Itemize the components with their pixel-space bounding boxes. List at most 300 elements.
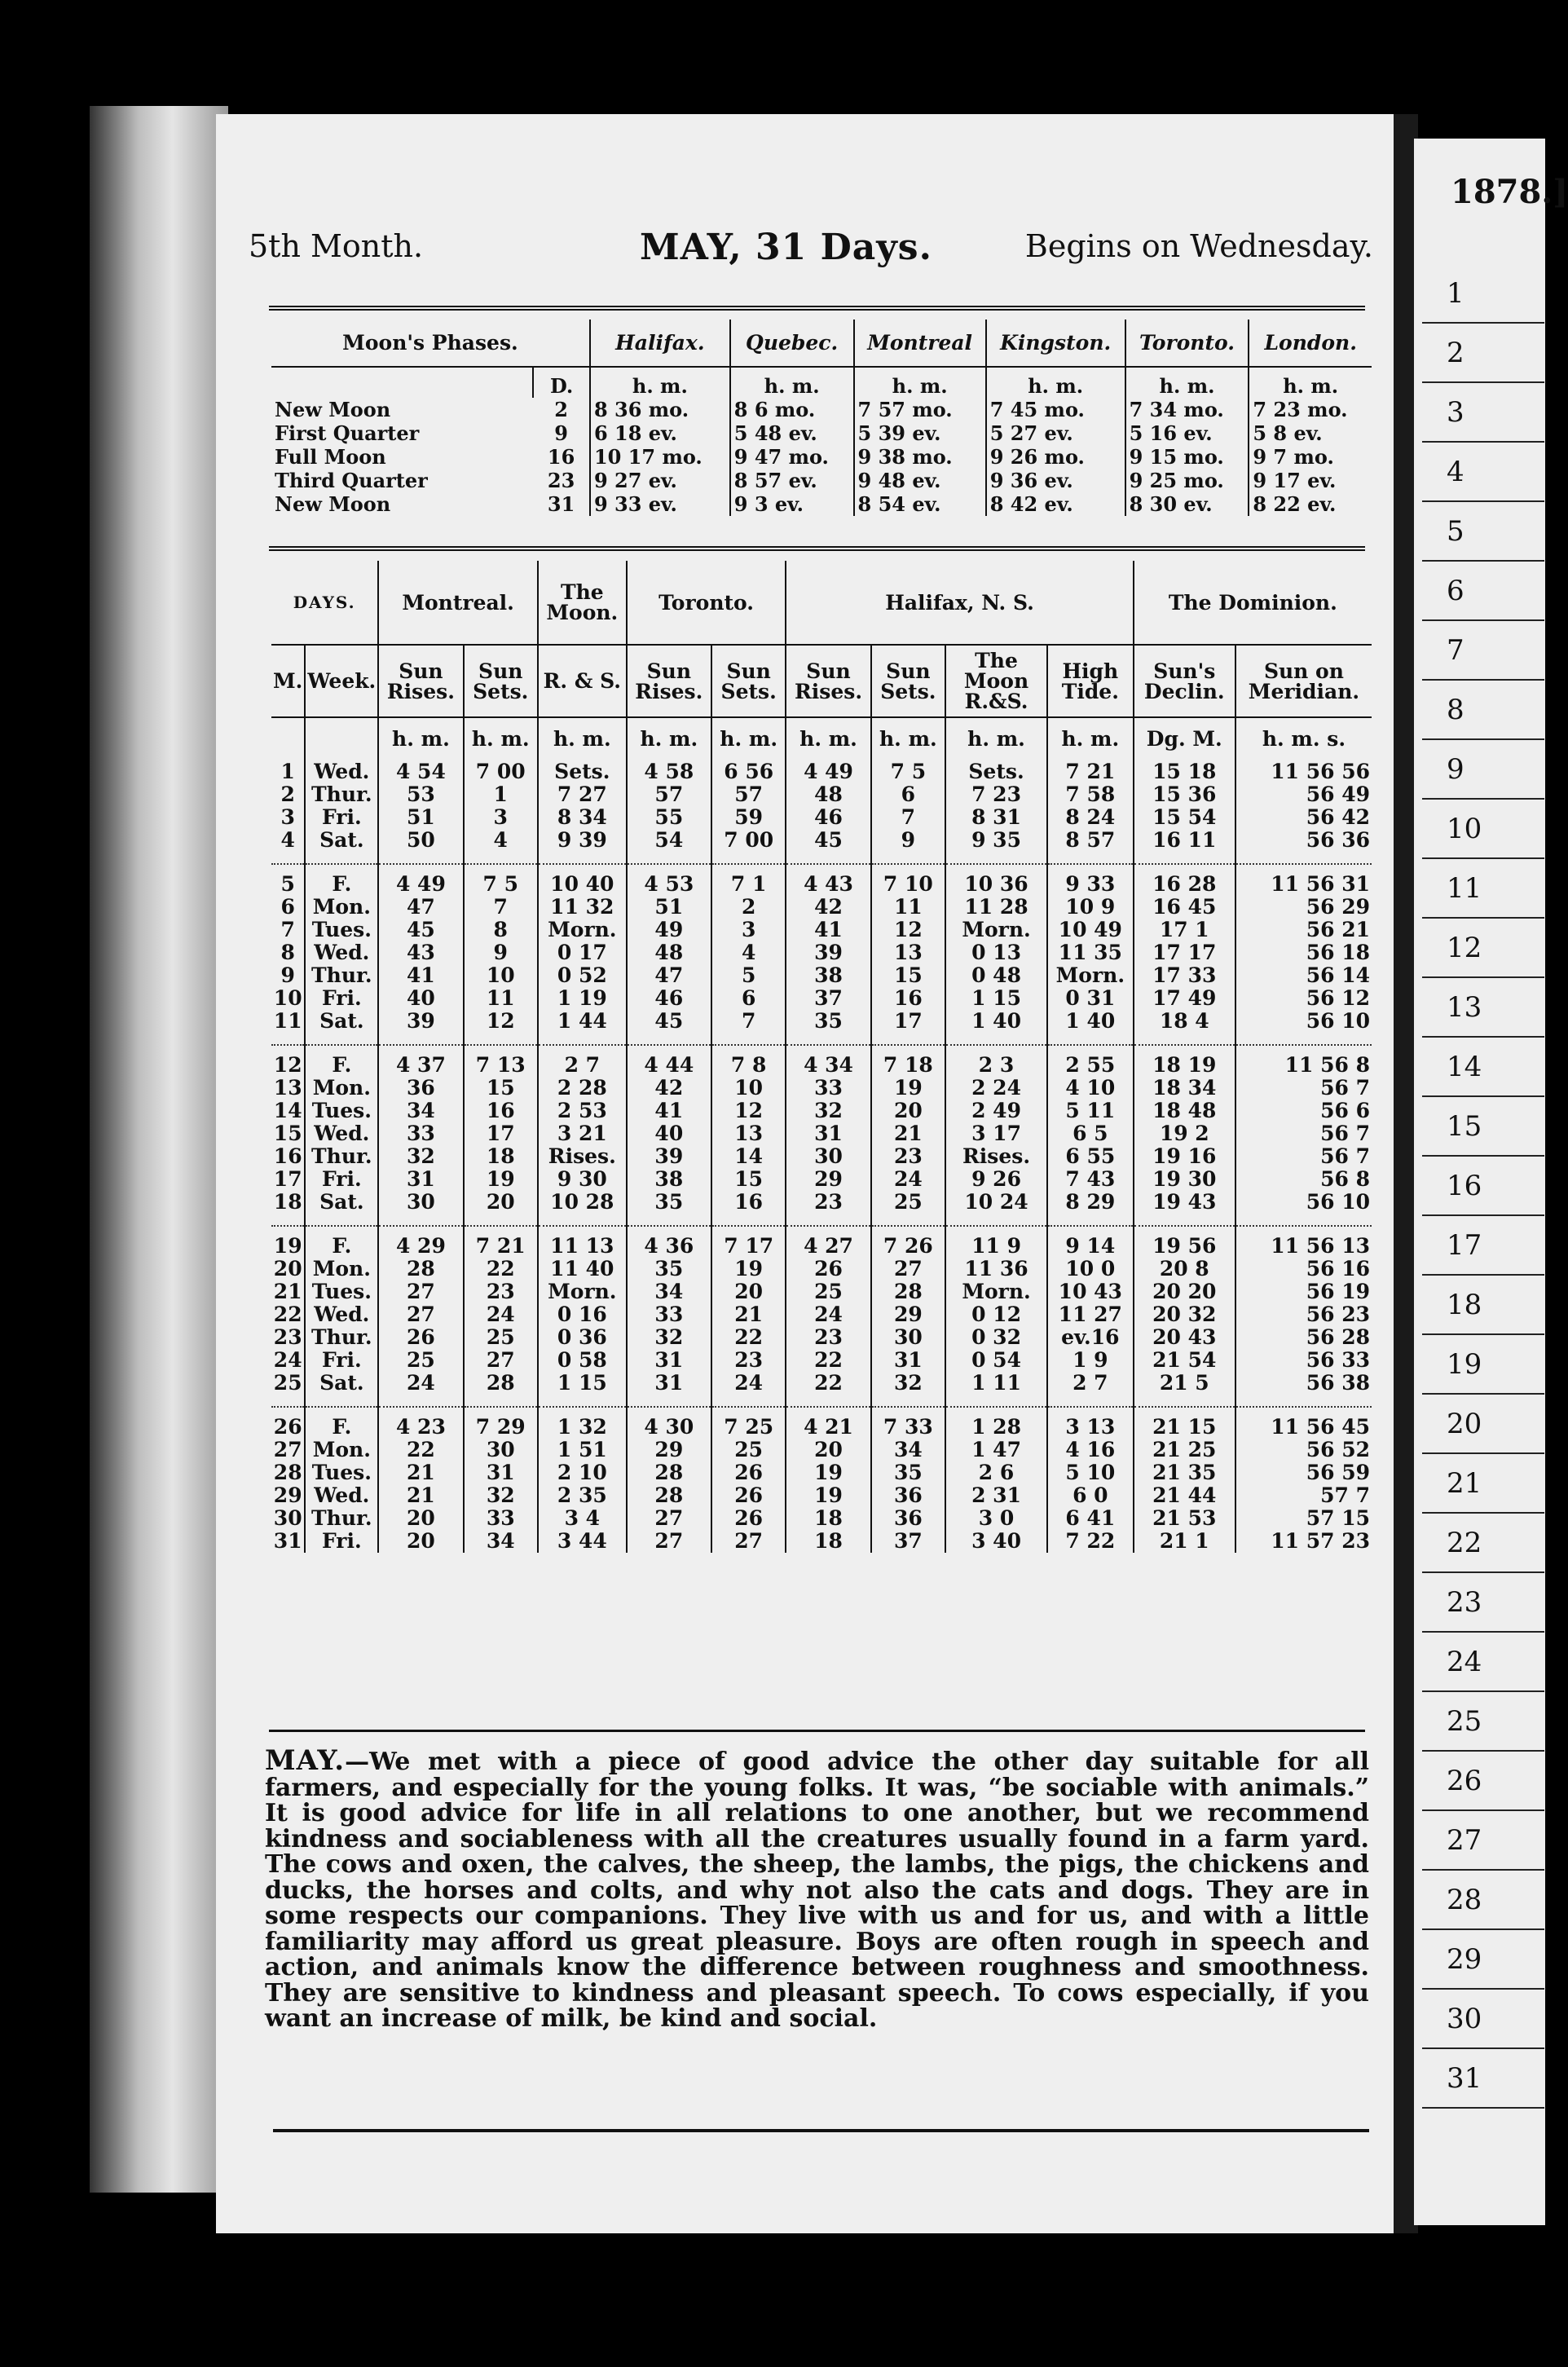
calendar-cell: 21: [271, 1280, 305, 1303]
calendar-cell: 5: [271, 873, 305, 896]
calendar-cell: 13: [271, 1077, 305, 1100]
calendar-cell: Rises.: [538, 1145, 627, 1168]
calendar-cell: 11 57 23: [1271, 1529, 1370, 1553]
calendar-cell: 7 22: [1047, 1530, 1134, 1553]
calendar-row: [271, 987, 1372, 1010]
calendar-cell: 30: [464, 1439, 538, 1461]
facing-page-ruled-line: [1422, 1988, 1544, 1990]
facing-page-day-number: 30: [1447, 2003, 1482, 2035]
calendar-cell: 36: [378, 1077, 463, 1100]
phase-time: 9 33 ev.: [590, 492, 730, 516]
separator-cell: [538, 1033, 627, 1045]
calendar-cell: 9 39: [538, 829, 627, 852]
calendar-unit: [305, 717, 378, 760]
calendar-cell: 0 52: [538, 964, 627, 987]
calendar-cell: 4 29: [378, 1235, 463, 1258]
calendar-cell: 7: [711, 1010, 786, 1033]
phases-unit: h. m.: [590, 367, 730, 398]
calendar-cell: 6 56: [711, 760, 786, 783]
calendar-cell: 27: [378, 1280, 463, 1303]
phase-time: 8 6 mo.: [730, 398, 854, 421]
calendar-row: [271, 806, 1372, 829]
calendar-cell: 15: [464, 1077, 538, 1100]
calendar-cell: Wed.: [305, 941, 378, 964]
separator-cell: [711, 1395, 786, 1407]
calendar-cell: 59: [711, 806, 786, 829]
calendar-cell: 7 58: [1047, 783, 1134, 806]
calendar-cell: 2 31: [945, 1484, 1047, 1507]
calendar-cell: 2 49: [945, 1100, 1047, 1122]
calendar-cell: 48: [786, 783, 870, 806]
calendar-cell: 24: [786, 1303, 870, 1326]
calendar-cell: 20: [786, 1439, 870, 1461]
month-number: 5th Month.: [249, 228, 424, 264]
calendar-row: [271, 964, 1372, 987]
phases-unit: h. m.: [730, 367, 854, 398]
calendar-cell: 56 10: [1306, 1009, 1370, 1033]
calendar-cell: 56 12: [1306, 986, 1370, 1010]
calendar-cell: 48: [627, 941, 711, 964]
calendar-cell: 56 36: [1306, 828, 1370, 852]
calendar-cell: 5 11: [1047, 1100, 1134, 1122]
calendar-cell: 7: [871, 806, 945, 829]
calendar-cell: 56 16: [1306, 1257, 1370, 1280]
calendar-row: [271, 1145, 1372, 1168]
phases-unit: h. m.: [854, 367, 986, 398]
calendar-cell: 2: [271, 783, 305, 806]
calendar-cell: 27: [871, 1258, 945, 1280]
calendar-cell: 16: [871, 987, 945, 1010]
calendar-cell: 18: [271, 1191, 305, 1214]
calendar-cell: 56 42: [1306, 805, 1370, 829]
almanac-page: [216, 114, 1398, 2233]
calendar-cell: 24: [378, 1372, 463, 1395]
phase-day: 2: [533, 398, 590, 421]
calendar-cell: 31: [627, 1349, 711, 1372]
begins-on: Begins on Wednesday.: [1024, 228, 1373, 264]
calendar-cell: 25: [871, 1191, 945, 1214]
calendar-cell: 23: [786, 1191, 870, 1214]
calendar-cell: 42: [627, 1077, 711, 1100]
calendar-row: [271, 1054, 1372, 1077]
calendar-row: [271, 1507, 1372, 1530]
calendar-cell: 16: [464, 1100, 538, 1122]
phase-time: 9 48 ev.: [854, 469, 986, 492]
calendar-cell: 11 13: [538, 1235, 627, 1258]
separator-cell: [1235, 1395, 1372, 1407]
facing-page-ruled-line: [1422, 1750, 1544, 1752]
calendar-cell: 17 49: [1134, 987, 1235, 1010]
calendar-row: [271, 1326, 1372, 1349]
separator-cell: [305, 1214, 378, 1226]
calendar-cell: Tues.: [305, 1100, 378, 1122]
calendar-cell: 4 10: [1047, 1077, 1134, 1100]
calendar-cell: 20: [871, 1100, 945, 1122]
calendar-cell: 27: [627, 1507, 711, 1530]
calendar-cell: 34: [871, 1439, 945, 1461]
calendar-cell: 6: [871, 783, 945, 806]
calendar-cell: 1 44: [538, 1010, 627, 1033]
separator-cell: [305, 1033, 378, 1045]
facing-page-ruled-line: [1422, 1274, 1544, 1276]
calendar-cell: 7 5: [464, 873, 538, 896]
calendar-cell: 26: [711, 1507, 786, 1530]
calendar-cell: 10 0: [1047, 1258, 1134, 1280]
calendar-cell: 2 55: [1047, 1054, 1134, 1077]
calendar-cell: 28: [627, 1484, 711, 1507]
calendar-cell: 56 52: [1306, 1438, 1370, 1461]
calendar-cell: 19 56: [1134, 1235, 1235, 1258]
calendar-cell: 21 1: [1134, 1530, 1235, 1553]
phase-row: [271, 421, 1372, 445]
calendar-unit: Dg. M.: [1134, 717, 1235, 760]
separator-cell: [1047, 1395, 1134, 1407]
calendar-cell: 39: [627, 1145, 711, 1168]
moon-phases-table: [271, 320, 1372, 516]
calendar-cell: 1 51: [538, 1439, 627, 1461]
calendar-cell: 3 17: [945, 1122, 1047, 1145]
calendar-cell: 11: [464, 987, 538, 1010]
calendar-cell: 21 53: [1134, 1507, 1235, 1530]
calendar-cell: 17: [271, 1168, 305, 1191]
calendar-cell: 11 32: [538, 896, 627, 919]
separator-cell: [1134, 1395, 1235, 1407]
calendar-cell: 9 30: [538, 1168, 627, 1191]
calendar-column-header: Sun Rises.: [627, 645, 711, 717]
calendar-cell: 25: [711, 1439, 786, 1461]
calendar-cell: 4 58: [627, 760, 711, 783]
separator-cell: [711, 852, 786, 864]
calendar-cell: 30: [271, 1507, 305, 1530]
phase-row: [271, 469, 1372, 492]
calendar-unit: h. m.: [464, 717, 538, 760]
facing-page-ruled-line: [1422, 1571, 1544, 1573]
facing-page-day-number: 31: [1447, 2062, 1482, 2095]
calendar-cell: 8 29: [1047, 1191, 1134, 1214]
calendar-cell: 34: [378, 1100, 463, 1122]
calendar-cell: 0 32: [945, 1326, 1047, 1349]
phase-name: Full Moon: [275, 445, 386, 469]
calendar-cell: 6 55: [1047, 1145, 1134, 1168]
group-halifax: Halifax, N. S.: [786, 561, 1133, 645]
facing-page-ruled-line: [1422, 381, 1544, 383]
calendar-cell: F.: [305, 1054, 378, 1077]
separator-cell: [627, 1395, 711, 1407]
facing-page-day-number: 24: [1447, 1646, 1482, 1678]
phase-time: 9 26 mo.: [986, 445, 1125, 469]
phases-blank: [271, 367, 533, 398]
phase-day: 23: [533, 469, 590, 492]
phases-unit: h. m.: [1125, 367, 1249, 398]
calendar-cell: 33: [786, 1077, 870, 1100]
calendar-cell: 11 56 8: [1284, 1053, 1370, 1077]
calendar-cell: 11: [271, 1010, 305, 1033]
facing-page-day-number: 11: [1447, 872, 1482, 905]
calendar-cell: 56 19: [1306, 1280, 1370, 1303]
calendar-cell: 11 35: [1047, 941, 1134, 964]
facing-page-ruled-line: [1422, 1512, 1544, 1514]
separator-cell: [1235, 852, 1372, 864]
calendar-cell: Mon.: [305, 1258, 378, 1280]
week-separator: [271, 1395, 1372, 1407]
calendar-cell: Sat.: [305, 1372, 378, 1395]
facing-page-ruled-line: [1422, 2107, 1544, 2109]
calendar-cell: 1 11: [945, 1372, 1047, 1395]
calendar-cell: 32: [464, 1484, 538, 1507]
calendar-unit: h. m.: [786, 717, 870, 760]
phase-city: Halifax.: [590, 320, 730, 367]
calendar-cell: 2 6: [945, 1461, 1047, 1484]
calendar-row: [271, 783, 1372, 806]
calendar-cell: 11 36: [945, 1258, 1047, 1280]
calendar-cell: 29: [871, 1303, 945, 1326]
calendar-cell: Sat.: [305, 1191, 378, 1214]
calendar-cell: 18 4: [1134, 1010, 1235, 1033]
separator-cell: [464, 1395, 538, 1407]
calendar-unit: h. m. s.: [1262, 727, 1346, 751]
calendar-cell: Sat.: [305, 1010, 378, 1033]
calendar-cell: 11 28: [945, 896, 1047, 919]
calendar-cell: 4 34: [786, 1054, 870, 1077]
calendar-cell: 1 40: [945, 1010, 1047, 1033]
facing-page-day-number: 28: [1447, 1884, 1482, 1916]
calendar-cell: 9: [464, 941, 538, 964]
calendar-cell: 12: [711, 1100, 786, 1122]
calendar-cell: 30: [786, 1145, 870, 1168]
calendar-cell: 56 23: [1306, 1303, 1370, 1326]
calendar-cell: 21 15: [1134, 1416, 1235, 1439]
calendar-cell: 11 56 45: [1271, 1415, 1370, 1439]
calendar-row: [271, 1461, 1372, 1484]
calendar-cell: 21: [871, 1122, 945, 1145]
calendar-cell: 31: [271, 1530, 305, 1553]
facing-page-ruled-line: [1422, 1393, 1544, 1395]
calendar-cell: 33: [627, 1303, 711, 1326]
separator-cell: [786, 1395, 870, 1407]
facing-page-day-number: 29: [1447, 1943, 1482, 1976]
calendar-cell: 56 33: [1306, 1348, 1370, 1372]
calendar-cell: 11 40: [538, 1258, 627, 1280]
calendar-row: [271, 1484, 1372, 1507]
calendar-cell: 10: [711, 1077, 786, 1100]
calendar-cell: 8 34: [538, 806, 627, 829]
group-dominion: The Dominion.: [1134, 561, 1372, 645]
calendar-cell: 7 10: [871, 873, 945, 896]
calendar-cell: 22: [464, 1258, 538, 1280]
separator-cell: [271, 1033, 305, 1045]
calendar-cell: 19: [786, 1484, 870, 1507]
calendar-cell: 26: [786, 1258, 870, 1280]
facing-page-day-number: 1: [1447, 277, 1464, 310]
calendar-cell: 0 31: [1047, 987, 1134, 1010]
separator-cell: [1134, 852, 1235, 864]
calendar-cell: 20 32: [1134, 1303, 1235, 1326]
calendar-cell: 56 28: [1306, 1325, 1370, 1349]
calendar-column-header: High Tide.: [1047, 645, 1134, 717]
calendar-unit: h. m.: [711, 717, 786, 760]
calendar-cell: 22: [786, 1372, 870, 1395]
calendar-cell: 26: [271, 1416, 305, 1439]
calendar-cell: 45: [786, 829, 870, 852]
separator-cell: [945, 1395, 1047, 1407]
calendar-cell: 40: [627, 1122, 711, 1145]
calendar-cell: Morn.: [538, 1280, 627, 1303]
facing-page-year: 1878.]: [1451, 173, 1568, 211]
calendar-cell: Thur.: [305, 964, 378, 987]
week-separator: [271, 1214, 1372, 1226]
calendar-cell: 5 10: [1047, 1461, 1134, 1484]
calendar-cell: 32: [378, 1145, 463, 1168]
calendar-cell: 30: [378, 1191, 463, 1214]
phase-time: 9 3 ev.: [730, 492, 854, 516]
calendar-cell: 4 53: [627, 873, 711, 896]
calendar-cell: 23: [711, 1349, 786, 1372]
calendar-cell: 6: [271, 896, 305, 919]
calendar-row: [271, 760, 1372, 783]
calendar-cell: 29: [627, 1439, 711, 1461]
calendar-column-header: Sun's Declin.: [1134, 645, 1235, 717]
calendar-row: [271, 1303, 1372, 1326]
phase-time: 5 39 ev.: [854, 421, 986, 445]
facing-page-day-number: 14: [1447, 1051, 1482, 1083]
calendar-cell: 21 25: [1134, 1439, 1235, 1461]
facing-page-ruled-line: [1422, 857, 1544, 859]
calendar-cell: Sets.: [538, 760, 627, 783]
facing-page-ruled-line: [1422, 2047, 1544, 2049]
calendar-cell: 7 17: [711, 1235, 786, 1258]
calendar-cell: 19 2: [1134, 1122, 1235, 1145]
calendar-cell: 56 6: [1320, 1099, 1370, 1122]
phase-time: 8 22 ev.: [1253, 492, 1337, 516]
calendar-cell: Fri.: [305, 1168, 378, 1191]
calendar-cell: 3 44: [538, 1530, 627, 1553]
calendar-cell: 45: [627, 1010, 711, 1033]
calendar-cell: Tues.: [305, 919, 378, 941]
calendar-cell: 10 24: [945, 1191, 1047, 1214]
facing-page-ruled-line: [1422, 1690, 1544, 1692]
phase-name: New Moon: [275, 398, 391, 421]
facing-page-ruled-line: [1422, 1869, 1544, 1871]
calendar-cell: Thur.: [305, 1145, 378, 1168]
calendar-row: [271, 1416, 1372, 1439]
separator-cell: [1134, 1033, 1235, 1045]
calendar-cell: 15: [871, 964, 945, 987]
calendar-cell: 51: [378, 806, 463, 829]
calendar-column-header: The Moon R.&S.: [945, 645, 1047, 717]
separator-cell: [305, 852, 378, 864]
separator-cell: [786, 852, 870, 864]
calendar-cell: 20: [378, 1507, 463, 1530]
calendar-cell: 33: [464, 1507, 538, 1530]
calendar-cell: 22: [271, 1303, 305, 1326]
calendar-cell: 20 43: [1134, 1326, 1235, 1349]
facing-page-ruled-line: [1422, 1333, 1544, 1335]
group-montreal: Montreal.: [378, 561, 538, 645]
facing-page-day-number: 9: [1447, 753, 1464, 786]
calendar-cell: 11 56 31: [1271, 872, 1370, 896]
separator-cell: [1235, 1214, 1372, 1226]
calendar-unit: h. m.: [945, 717, 1047, 760]
calendar-cell: Mon.: [305, 1077, 378, 1100]
separator-cell: [271, 1214, 305, 1226]
calendar-cell: 27: [464, 1349, 538, 1372]
calendar-cell: Wed.: [305, 1122, 378, 1145]
header-rule: [269, 306, 1365, 311]
calendar-cell: 31: [464, 1461, 538, 1484]
calendar-cell: 19 43: [1134, 1191, 1235, 1214]
calendar-cell: 20: [464, 1191, 538, 1214]
facing-page-ruled-line: [1422, 560, 1544, 562]
calendar-cell: 57: [627, 783, 711, 806]
calendar-row: [271, 1258, 1372, 1280]
calendar-cell: 0 12: [945, 1303, 1047, 1326]
facing-page-day-number: 7: [1447, 634, 1464, 667]
phase-city: London.: [1249, 320, 1372, 367]
calendar-cell: 1 47: [945, 1439, 1047, 1461]
facing-page-day-number: 10: [1447, 813, 1482, 845]
phase-time: 5 8 ev.: [1253, 421, 1323, 445]
calendar-cell: 24: [271, 1349, 305, 1372]
calendar-cell: 56 59: [1306, 1461, 1370, 1484]
phase-time: 6 18 ev.: [590, 421, 730, 445]
phase-time: 7 45 mo.: [986, 398, 1125, 421]
calendar-cell: 10: [271, 987, 305, 1010]
calendar-cell: 7 8: [711, 1054, 786, 1077]
phase-name: New Moon: [275, 492, 391, 516]
calendar-cell: 35: [627, 1191, 711, 1214]
phase-time: 9 27 ev.: [590, 469, 730, 492]
calendar-cell: 7: [464, 896, 538, 919]
calendar-cell: 26: [378, 1326, 463, 1349]
calendar-cell: 20: [711, 1280, 786, 1303]
calendar-cell: 10 49: [1047, 919, 1134, 941]
phase-city: Quebec.: [730, 320, 854, 367]
calendar-cell: 32: [786, 1100, 870, 1122]
facing-page-day-number: 16: [1447, 1170, 1482, 1202]
calendar-column-header: Sun Rises.: [786, 645, 870, 717]
calendar-column-header: Sun Sets.: [871, 645, 945, 717]
calendar-cell: 9: [871, 829, 945, 852]
facing-page-day-number: 18: [1447, 1289, 1482, 1321]
calendar-cell: 20 20: [1134, 1280, 1235, 1303]
calendar-cell: 56 38: [1306, 1371, 1370, 1395]
phase-time: 10 17 mo.: [590, 445, 730, 469]
separator-cell: [464, 852, 538, 864]
calendar-cell: 16 11: [1134, 829, 1235, 852]
calendar-cell: 21 35: [1134, 1461, 1235, 1484]
table-bottom-rule: [269, 1730, 1365, 1732]
calendar-cell: 8: [271, 941, 305, 964]
calendar-cell: 38: [786, 964, 870, 987]
separator-cell: [627, 1033, 711, 1045]
facing-page-ruled-line: [1422, 1095, 1544, 1097]
calendar-cell: 7 21: [464, 1235, 538, 1258]
calendar-cell: 3 0: [945, 1507, 1047, 1530]
calendar-cell: Morn.: [945, 919, 1047, 941]
separator-cell: [945, 1214, 1047, 1226]
calendar-cell: 1 9: [1047, 1349, 1134, 1372]
calendar-cell: 21 44: [1134, 1484, 1235, 1507]
calendar-cell: 15 18: [1134, 760, 1235, 783]
calendar-table: [271, 561, 1372, 1553]
phase-row: [271, 445, 1372, 469]
phase-time: 9 47 mo.: [730, 445, 854, 469]
calendar-cell: 45: [378, 919, 463, 941]
calendar-cell: Fri.: [305, 987, 378, 1010]
facing-page-ruled-line: [1422, 1452, 1544, 1454]
calendar-cell: 18: [464, 1145, 538, 1168]
calendar-row: [271, 1010, 1372, 1033]
